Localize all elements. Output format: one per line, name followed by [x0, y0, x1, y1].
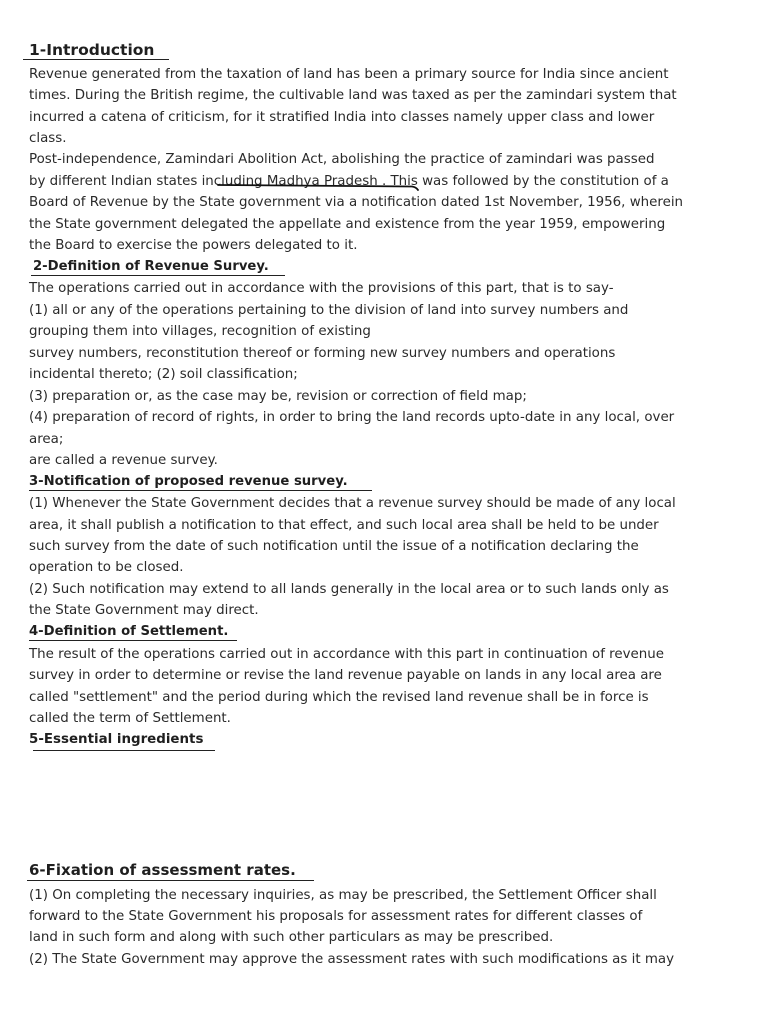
paragraph-line: the State Government may direct.: [29, 603, 259, 618]
heading-assessment-rates: 6-Fixation of assessment rates.: [29, 861, 296, 879]
paragraph-line: grouping them into villages, recognition of existing: [29, 324, 371, 339]
paragraph-line: called "settlement" and the period during which the revised land revenue shall be in force is: [29, 690, 649, 705]
paragraph-line: operation to be closed.: [29, 560, 184, 575]
paragraph-line: survey numbers, reconstitution thereof or forming new survey numbers and operations: [29, 346, 616, 361]
paragraph-line: class.: [29, 131, 67, 146]
heading-settlement-period: .: [223, 624, 229, 639]
heading-settlement-text: 4-Definition of Settlement: [29, 624, 224, 639]
heading-underline: [31, 275, 285, 276]
paragraph-line: (2) The State Government may approve the assessment rates with such modifications as it may: [29, 952, 675, 967]
paragraph-line: forward to the State Government his proposals for assessment rates for different classes of: [29, 909, 643, 924]
paragraph-line: times. During the British regime, the cultivable land was taxed as per the zamindari system that: [29, 88, 677, 103]
paragraph-line: The operations carried out in accordance with the provisions of this part, that is to say-: [29, 281, 614, 296]
paragraph-line: (1) all or any of the operations pertaining to the division of land into survey numbers and: [29, 303, 629, 318]
paragraph-line: (4) preparation of record of rights, in order to bring the land records upto-date in any local, over: [29, 410, 675, 425]
paragraph-line: Revenue generated from the taxation of land has been a primary source for India since ancient: [29, 67, 669, 82]
heading-settlement: [29, 624, 228, 639]
paragraph-line: (3) preparation or, as the case may be, revision or correction of field map;: [29, 389, 527, 404]
heading-underline: [27, 880, 314, 881]
heading-underline: [23, 59, 169, 60]
paragraph-line: (1) On completing the necessary inquiries, as may be prescribed, the Settlement Officer shall: [29, 888, 657, 903]
heading-underline: [29, 490, 372, 491]
heading-underline: [29, 640, 237, 641]
paragraph-line: area;: [29, 432, 64, 447]
paragraph-line: such survey from the date of such notification until the issue of a notification declaring the: [29, 539, 639, 554]
paragraph-line: called the term of Settlement.: [29, 711, 231, 726]
paragraph-line: the Board to exercise the powers delegated to it.: [29, 238, 358, 253]
heading-revenue-survey: 2-Definition of Revenue Survey.: [33, 259, 269, 274]
heading-essential-ingredients: 5-Essential ingredients: [29, 732, 204, 747]
heading-notification: 3-Notification of proposed revenue survey.: [29, 474, 348, 489]
paragraph-line: land in such form and along with such other particulars as may be prescribed.: [29, 930, 554, 945]
text-run: by different Indian states i: [29, 174, 206, 189]
paragraph-line: (2) Such notification may extend to all lands generally in the local area or to such lands only as: [29, 582, 669, 597]
paragraph-line: incidental thereto; (2) soil classification;: [29, 367, 298, 382]
paragraph-line: area, it shall publish a notification to that effect, and such local area shall be held to be under: [29, 518, 659, 533]
text-run: . This was followed by the constitution of a: [377, 174, 669, 189]
heading-introduction: 1-Introduction: [29, 41, 155, 59]
handwritten-underline: [216, 181, 426, 193]
paragraph-line: (1) Whenever the State Government decides that a revenue survey should be made of any local: [29, 496, 676, 511]
paragraph-line: are called a revenue survey.: [29, 453, 218, 468]
paragraph-line: Board of Revenue by the State government via a notification dated 1st November, 1956, wherein: [29, 195, 684, 210]
heading-underline: [33, 750, 215, 751]
underlined-phrase: ncluding Madhya Pradesh: [205, 174, 378, 189]
paragraph-line: the State government delegated the appellate and existence from the year 1959, empowering: [29, 217, 666, 232]
paragraph-line: incurred a catena of criticism, for it stratified India into classes namely upper class and lower: [29, 110, 655, 125]
paragraph-line: The result of the operations carried out in accordance with this part in continuation of revenue: [29, 647, 664, 662]
paragraph-line: Post-independence, Zamindari Abolition Act, abolishing the practice of zamindari was passed: [29, 152, 655, 167]
paragraph-line: survey in order to determine or revise the land revenue payable on lands in any local area are: [29, 668, 662, 683]
